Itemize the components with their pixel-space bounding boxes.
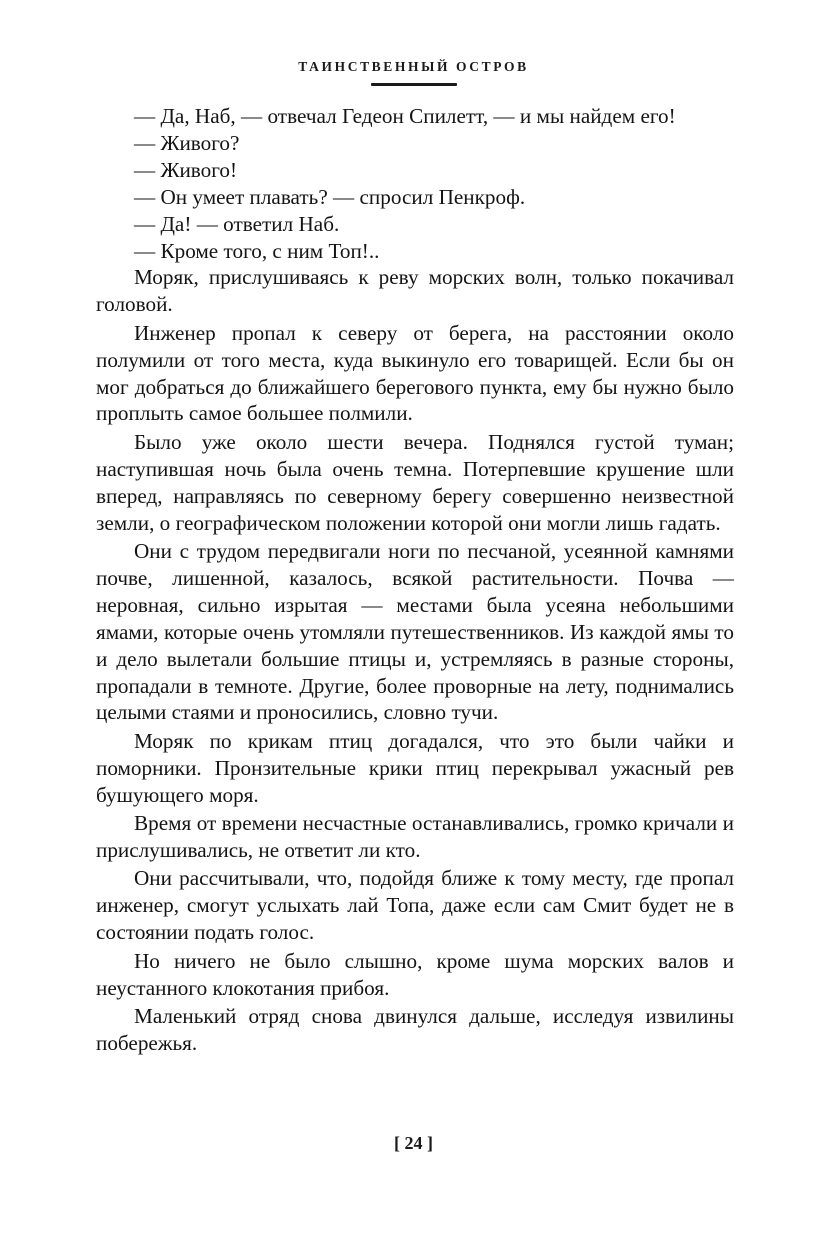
dialogue-line: — Да! — ответил Наб. xyxy=(134,211,340,236)
paragraph: Они рассчитывали, что, подойдя ближе к тому месту, где пропал инженер, смогут услыхать лай Топа, даже если сам Смит будет не в состоянии подать голос. xyxy=(96,866,734,945)
paragraph: Маленький отряд снова двинулся дальше, исследуя извилины побережья. xyxy=(96,1003,734,1055)
paragraph: Инженер пропал к северу от берега, на расстоянии около полумили от того места, куда выкинуло его товарищей. Если бы он мог добраться до ближайшего берегового пункта, ему бы нужно было проплыть самое большее полмили. xyxy=(96,320,734,426)
dialogue-line: — Да, Наб, — отвечал Гедеон Спилетт, — и мы найдем его! xyxy=(134,104,676,128)
running-header xyxy=(0,58,827,86)
dialogue-line: — Кроме того, с ним Топ!.. xyxy=(134,238,380,263)
paragraph: Они с трудом передвигали ноги по песчаной, усеянной камнями почве, лишенной, казалось, всякой растительности. Почва — неровная, сильно изрытая — местами была усеяна небольшими ямами, которые очень утомляли путешественников. Из каждой ямы то и дело вылетали большие птицы и, устремляясь в разные стороны, пропадали в темноте. Другие, более проворные на лету, поднимались целыми стаями и проносились, словно тучи. xyxy=(96,539,734,725)
dialogue-line: — Живого? xyxy=(134,130,240,155)
header-rule xyxy=(371,83,457,86)
book-title: ТАИНСТВЕННЫЙ ОСТРОВ xyxy=(298,59,529,74)
paragraph: Моряк по крикам птиц догадался, что это были чайки и поморники. Пронзительные крики птиц перекрывал ужасный рев бушующего моря. xyxy=(96,728,734,807)
paragraph: Моряк, прислушиваясь к реву морских волн, только покачивал головой. xyxy=(96,265,734,317)
page-number: [ 24 ] xyxy=(394,1133,433,1153)
paragraph: Время от времени несчастные останавливались, громко кричали и прислушивались, не ответит ли кто. xyxy=(96,811,734,862)
paragraph: Но ничего не было слышно, кроме шума морских валов и неустанного клокотания прибоя. xyxy=(96,948,734,1000)
paragraph: Было уже около шести вечера. Поднялся густой туман; наступившая ночь была очень темна. Потерпевшие крушение шли вперед, направляясь по северному берегу совершенно неизвестной земли, о географическом положении которой они могли лишь гадать. xyxy=(96,429,734,535)
page-body xyxy=(96,103,734,1057)
dialogue-line: — Он умеет плавать? — спросил Пенкроф. xyxy=(134,184,526,209)
dialogue-line: — Живого! xyxy=(134,157,238,182)
